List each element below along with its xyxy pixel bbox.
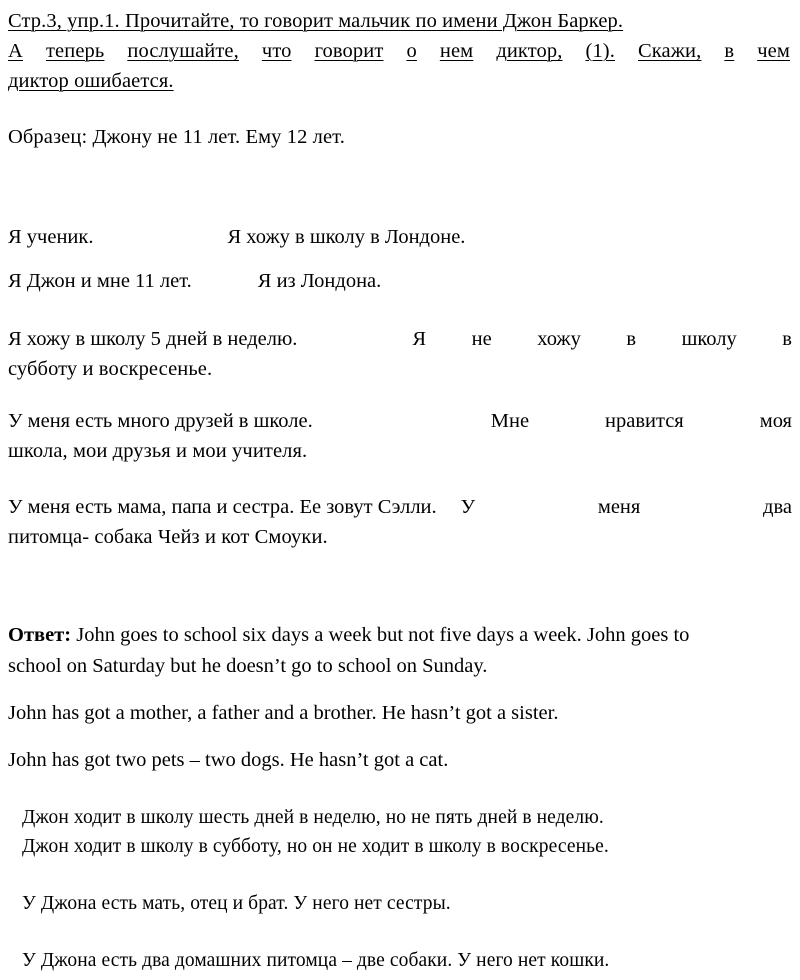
translation-line-4: У Джона есть два домашних питомца – две собаки. У него нет кошки. xyxy=(22,950,610,971)
heading-line-2 xyxy=(8,36,790,66)
statement-row xyxy=(8,266,792,296)
statement-wrap-line: субботу и воскресенье. xyxy=(8,358,213,380)
example-text: Образец: Джону не 11 лет. Ему 12 лет. xyxy=(8,126,345,148)
column-gap xyxy=(192,266,258,296)
statement-left: У меня есть мама, папа и сестра. Ее зовут Сэлли. xyxy=(8,496,437,518)
heading-line-1: Стр.3, упр.1. Прочитайте, то говорит мальчик по имени Джон Баркер. xyxy=(8,10,624,32)
answer-paragraph-1 xyxy=(8,620,708,682)
heading-word: (1). xyxy=(585,40,615,62)
statement-4 xyxy=(8,406,792,466)
answer-paragraph-1-text: John goes to school six days a week but not five days a week. John goes to school on Saturday but he doesn’t go to school on Sunday. xyxy=(8,624,690,677)
statement-left: Я хожу в школу 5 дней в неделю. xyxy=(8,328,298,350)
statement-left: Я Джон и мне 11 лет. xyxy=(8,270,192,292)
heading-word: что xyxy=(261,40,292,62)
heading-word: теперь xyxy=(45,40,105,62)
statement-word: в xyxy=(782,328,792,350)
heading-word: диктор, xyxy=(496,40,563,62)
heading-word: Скажи, xyxy=(638,40,702,62)
statement-word: У xyxy=(460,496,476,518)
statement-2 xyxy=(8,266,792,296)
heading-word: чем xyxy=(757,40,790,62)
translation-line-3: У Джона есть мать, отец и брат. У него нет сестры. xyxy=(22,893,451,914)
heading-word: А xyxy=(8,40,23,62)
example-line xyxy=(8,122,792,152)
heading-word: говорит xyxy=(314,40,384,62)
statement-word: моя xyxy=(759,410,792,432)
statement-row xyxy=(8,492,792,522)
answer-section xyxy=(8,620,708,776)
statement-1 xyxy=(8,222,792,252)
heading-word: в xyxy=(724,40,735,62)
translation-line-2: Джон ходит в школу в субботу, но он не ходит в школу в воскресенье. xyxy=(22,836,609,857)
statement-wrap-line: школа, мои друзья и мои учителя. xyxy=(8,440,308,462)
statement-right xyxy=(491,406,792,436)
statement-3 xyxy=(8,324,792,384)
statement-word: школу xyxy=(681,328,737,350)
translation-line-1: Джон ходит в школу шесть дней в неделю, но не пять дней в неделю. xyxy=(22,807,604,828)
answer-paragraph-2: John has got a mother, a father and a brother. He hasn’t got a sister. xyxy=(8,702,559,724)
statement-right xyxy=(412,324,792,354)
statement-word: Мне xyxy=(490,410,530,432)
heading-word: послушайте, xyxy=(127,40,239,62)
heading-line-3: диктор ошибается. xyxy=(8,70,174,92)
answer-label: Ответ: xyxy=(8,624,72,646)
statement-left: У меня есть много друзей в школе. xyxy=(8,410,313,432)
heading-word: нем xyxy=(439,40,474,62)
statement-word: нравится xyxy=(605,410,684,432)
exercise-heading xyxy=(8,6,792,96)
statement-right: Я хожу в школу в Лондоне. xyxy=(227,226,466,248)
answer-translation xyxy=(22,803,792,975)
statement-word: меня xyxy=(597,496,641,518)
statement-right: Я из Лондона. xyxy=(257,270,382,292)
statement-row xyxy=(8,222,792,252)
statement-left: Я ученик. xyxy=(8,226,94,248)
statement-5 xyxy=(8,492,792,552)
statement-right xyxy=(461,492,792,522)
statement-word: Я xyxy=(412,328,427,350)
statement-word: в xyxy=(626,328,637,350)
statement-word: два xyxy=(763,496,792,518)
heading-word: о xyxy=(406,40,417,62)
column-gap xyxy=(93,222,227,252)
statement-wrap-line: питомца- собака Чейз и кот Смоуки. xyxy=(8,526,328,548)
statement-word: не xyxy=(471,328,492,350)
statement-row xyxy=(8,324,792,354)
statement-row xyxy=(8,406,792,436)
statement-word: хожу xyxy=(537,328,581,350)
answer-paragraph-3: John has got two pets – two dogs. He hasn’t got a cat. xyxy=(8,749,449,771)
